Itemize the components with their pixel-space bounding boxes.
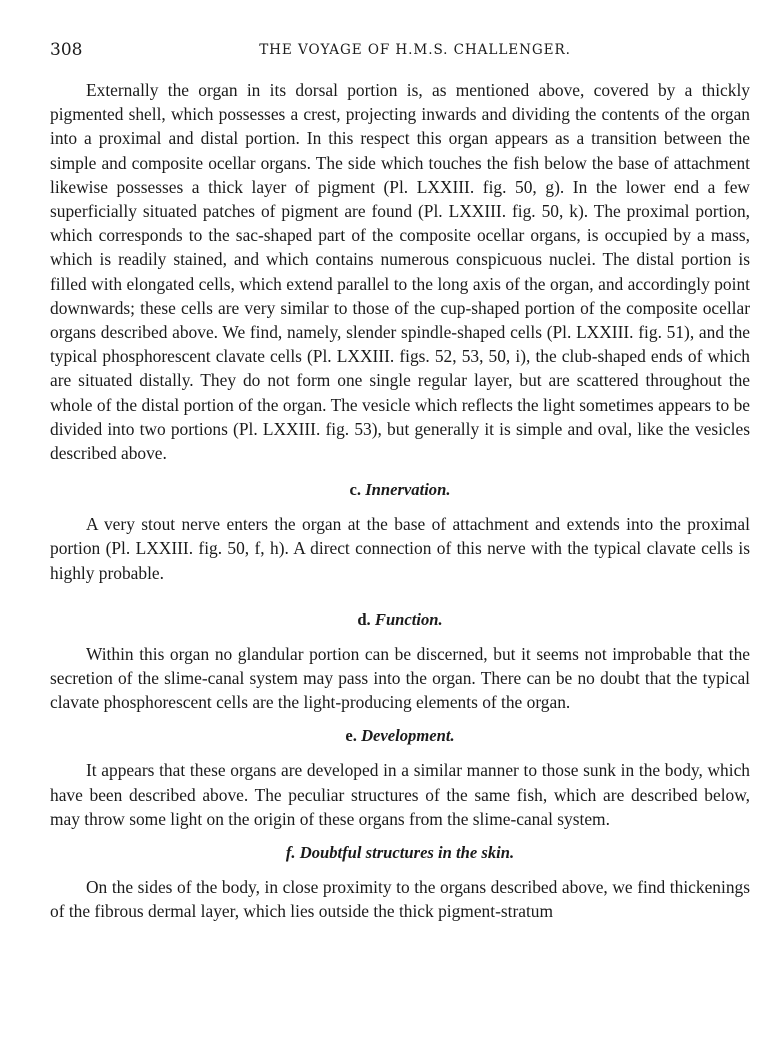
running-head-title: THE VOYAGE OF H.M.S. CHALLENGER. (259, 42, 571, 58)
section-label: e. (345, 726, 357, 746)
section-label: c. (349, 480, 362, 500)
section-title: Function. (374, 609, 443, 629)
paragraph-development: It appears that these organs are developed in a similar manner to those sunk in the body, which have been described above. The peculiar structures of the same fish, which are described below, may throw some light on the origin of these organs from the slime-canal system. (50, 760, 750, 829)
paragraph-innervation: A very stout nerve enters the organ at the base of attachment and extends into the proximal portion (Pl. LXXIII. fig. 50, f, h). A direct connection of this nerve with the typical clavate cells is highly probable. (50, 514, 750, 583)
paragraph-doubtful-structures: On the sides of the body, in close proximity to the organs described above, we find thickenings of the fibrous dermal layer, which lies outside the thick pigment-stratum (50, 877, 750, 922)
section-heading-doubtful-structures (50, 843, 750, 863)
paragraph-dorsal-portion: Externally the organ in its dorsal portion is, as mentioned above, covered by a thickly pigmented shell, which possesses a crest, projecting inwards and dividing the contents of the organ into a proximal and distal portion. In this respect this organ appears as a transition between the simple and composite ocellar organs. The side which touches the fish below the base of attachment likewise possesses a thick layer of pigment (Pl. LXXIII. fig. 50, g). In the lower end a few superficially situated patches of pigment are found (Pl. LXXIII. fig. 50, k). The proximal portion, which corresponds to the sac-shaped part of the composite ocellar organs, is occupied by a mass, which is readily stained, and which contains numerous conspicuous nuclei. The distal portion is filled with elongated cells, which extend parallel to the long axis of the organ, and accordingly point downwards; these cells are very similar to those of the cup-shaped portion of the composite ocellar organs described above. We find, namely, slender spindle-shaped cells (Pl. LXXIII. fig. 51), and the typical phosphorescent clavate cells (Pl. LXXIII. figs. 52, 53, 50, i), the club-shaped ends of which are situated distally. They do not form one single regular layer, but are scattered throughout the whole of the distal portion of the organ. The vesicle which reflects the light sometimes appears to be divided into two portions (Pl. LXXIII. fig. 53), but generally it is simple and oval, like the vesicles described above. (50, 80, 750, 464)
section-heading-function (50, 610, 750, 630)
running-head (50, 40, 750, 66)
section-heading-innervation (50, 480, 750, 500)
page-number: 308 (50, 40, 83, 60)
section-title: Doubtful structures in the skin. (299, 843, 515, 863)
section-label: f. (285, 843, 296, 863)
section-label: d. (357, 609, 371, 629)
paragraph-function: Within this organ no glandular portion can be discerned, but it seems not improbable that the secretion of the slime-canal system may pass into the organ. There can be no doubt that the typical clavate phosphorescent cells are the light-producing elements of the organ. (50, 643, 750, 713)
section-title: Innervation. (365, 480, 451, 500)
section-title: Development. (361, 726, 455, 746)
section-heading-development (50, 726, 750, 746)
